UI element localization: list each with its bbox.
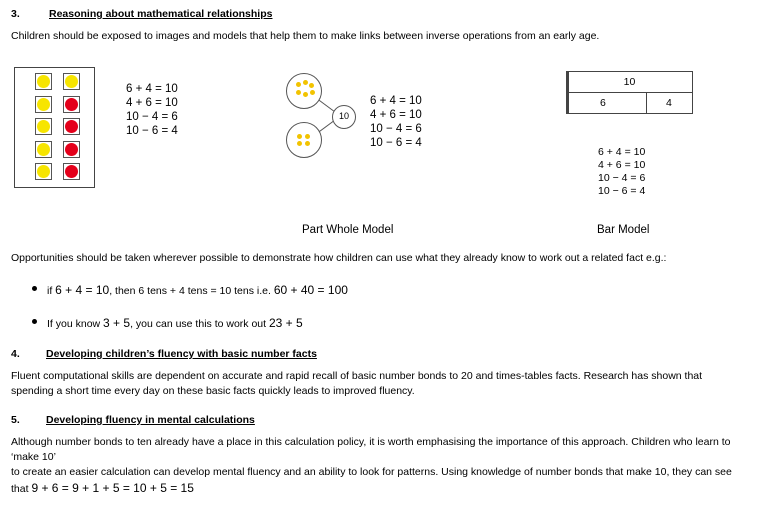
pw-fact-3: 10 − 4 = 6 bbox=[370, 123, 422, 135]
bullet-1-d: 60 + 40 = 100 bbox=[273, 283, 348, 297]
red-counter bbox=[65, 98, 78, 111]
part-whole-facts bbox=[370, 94, 422, 150]
yellow-counter bbox=[37, 143, 50, 156]
section-5-line-1: Although number bonds to ten already have a place in this calculation policy, it is worth emphasising the importance of this approach. Children who learn to bbox=[11, 436, 731, 448]
bullet-1-a: if bbox=[47, 285, 56, 297]
pw-fact-4: 10 − 6 = 4 bbox=[370, 137, 422, 149]
bullet-1 bbox=[47, 283, 348, 297]
yellow-counter bbox=[37, 120, 50, 133]
whole-circle: 10 bbox=[332, 105, 356, 129]
section-3-number: 3. bbox=[11, 8, 20, 20]
part-counter bbox=[305, 141, 310, 146]
part-counter bbox=[297, 134, 302, 139]
bar-part-four: 4 bbox=[646, 92, 693, 114]
grid-fact-1: 6 + 4 = 10 bbox=[126, 83, 178, 95]
grid-fact-2: 4 + 6 = 10 bbox=[126, 97, 178, 109]
bar-part-six: 6 bbox=[566, 92, 647, 114]
bar-fact-3: 10 − 4 = 6 bbox=[598, 172, 646, 184]
part-counter bbox=[297, 141, 302, 146]
ten-frame-cell bbox=[63, 163, 80, 180]
section-5-line-4 bbox=[11, 481, 194, 495]
yellow-counter bbox=[37, 165, 50, 178]
bar-fact-2: 4 + 6 = 10 bbox=[598, 159, 646, 171]
ten-frame-cell bbox=[63, 96, 80, 113]
section-4-title: Developing children’s fluency with basic number facts bbox=[46, 348, 317, 360]
section-5-line-4-b: 9 + 6 = 9 + 1 + 5 = 10 + 5 = 15 bbox=[31, 481, 194, 495]
part-circle-four bbox=[286, 122, 322, 158]
bullet-1-b: 6 + 4 = 10 bbox=[55, 283, 110, 297]
part-counter bbox=[309, 83, 314, 88]
ten-frame-cell bbox=[35, 163, 52, 180]
red-counter bbox=[65, 120, 78, 133]
pw-fact-2: 4 + 6 = 10 bbox=[370, 109, 422, 121]
ten-frame-cell bbox=[35, 96, 52, 113]
red-counter bbox=[65, 143, 78, 156]
ten-frame-cell bbox=[63, 141, 80, 158]
bullet-2-a: If you know bbox=[47, 318, 104, 330]
bullet-2 bbox=[47, 316, 303, 330]
section-5-number: 5. bbox=[11, 414, 20, 426]
part-counter bbox=[310, 90, 315, 95]
part-counter bbox=[305, 134, 310, 139]
section-5-title: Developing fluency in mental calculations bbox=[46, 414, 255, 426]
ten-frame-cell bbox=[63, 118, 80, 135]
pw-fact-1: 6 + 4 = 10 bbox=[370, 95, 422, 107]
bullet-2-d: 23 + 5 bbox=[268, 316, 303, 330]
section-4-number: 4. bbox=[11, 348, 20, 360]
section-3-title: Reasoning about mathematical relationships bbox=[49, 8, 273, 20]
bar-whole: 10 bbox=[566, 71, 693, 93]
grid-model-facts bbox=[126, 82, 178, 138]
red-counter bbox=[65, 165, 78, 178]
bar-left-edge bbox=[566, 71, 569, 114]
grid-fact-3: 10 − 4 = 6 bbox=[126, 111, 178, 123]
section-4-line-1: Fluent computational skills are dependent on accurate and rapid recall of basic number bonds to 20 and times-tables facts. Research has shown that bbox=[11, 370, 703, 382]
section-5-line-2: ‘make 10’ bbox=[11, 451, 56, 463]
grid-fact-4: 10 − 6 = 4 bbox=[126, 125, 178, 137]
part-counter bbox=[303, 92, 308, 97]
part-counter bbox=[296, 82, 301, 87]
part-circle-six bbox=[286, 73, 322, 109]
ten-frame-cell bbox=[35, 118, 52, 135]
section-5-line-3: to create an easier calculation can develop mental fluency and an ability to look for patterns. Using knowledge of number bonds that make 10, they can see bbox=[11, 466, 732, 478]
ten-frame-cell bbox=[35, 73, 52, 90]
yellow-counter bbox=[37, 75, 50, 88]
bullet-2-c: , you can use this to work out bbox=[130, 318, 269, 330]
bar-model-caption: Bar Model bbox=[597, 224, 650, 236]
ten-frame-cell bbox=[35, 141, 52, 158]
bar-fact-4: 10 − 6 = 4 bbox=[598, 185, 646, 197]
bullet-1-c: , then 6 tens + 4 tens = 10 tens i.e. bbox=[109, 285, 274, 297]
bullet-dot-1 bbox=[32, 286, 37, 291]
section-3-intro: Children should be exposed to images and models that help them to make links between inverse operations from an early age. bbox=[11, 30, 600, 42]
bullet-2-b: 3 + 5 bbox=[103, 316, 131, 330]
section-4-line-2: spending a short time every day on these basic facts quickly leads to improved fluency. bbox=[11, 385, 415, 397]
part-counter bbox=[296, 90, 301, 95]
ten-frame-cell bbox=[63, 73, 80, 90]
part-counter bbox=[303, 80, 308, 85]
bullet-dot-2 bbox=[32, 319, 37, 324]
ten-frame bbox=[14, 67, 95, 188]
bar-fact-1: 6 + 4 = 10 bbox=[598, 146, 646, 158]
opportunities-text: Opportunities should be taken wherever possible to demonstrate how children can use what they already know to work out a related fact e.g.: bbox=[11, 252, 667, 264]
section-5-line-4-a: that bbox=[11, 483, 32, 495]
part-whole-caption: Part Whole Model bbox=[302, 224, 394, 236]
bar-model-facts bbox=[598, 146, 645, 198]
yellow-counter bbox=[65, 75, 78, 88]
yellow-counter bbox=[37, 98, 50, 111]
